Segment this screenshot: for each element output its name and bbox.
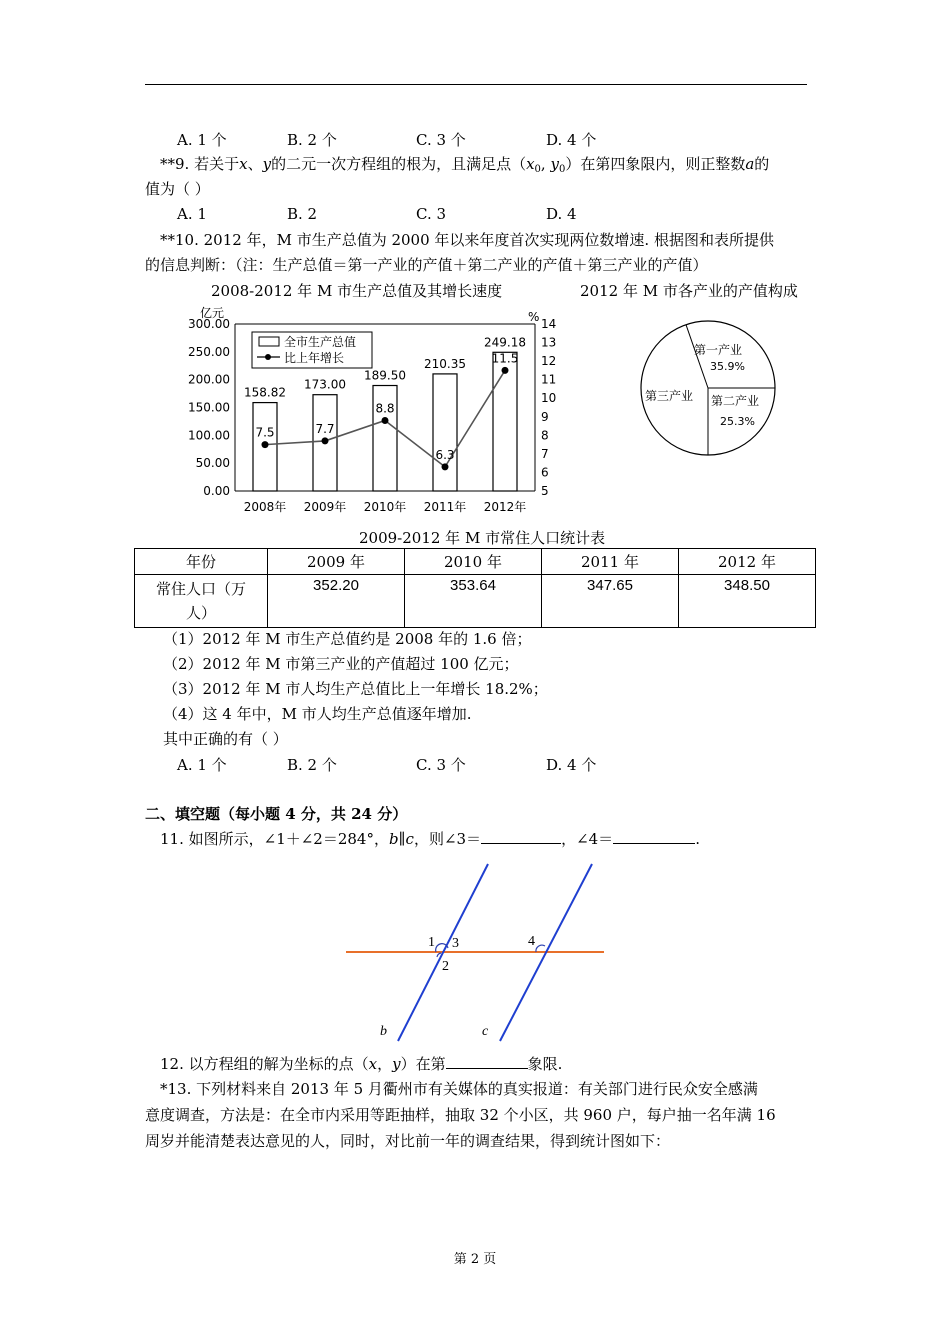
gdp-value-label: 173.00 (304, 377, 346, 392)
q13-line2: 意度调查，方法是：在全市内采用等距抽样，抽取 32 个小区，共 960 户，每户抽一名年满 16 (145, 1106, 776, 1124)
q12-line: 12. 以方程组的解为坐标的点（x，y）在第 象限. (160, 1055, 563, 1073)
header-rule (145, 84, 807, 85)
q11-blank-3[interactable] (481, 843, 561, 844)
y-right-tick-label: 14 (541, 317, 557, 331)
q10-option-d: D. 4 个 (546, 756, 597, 774)
gdp-value-label: 249.18 (484, 335, 526, 350)
q11-line: 11. 如图所示，∠1＋∠2＝284°，b∥c，则∠3＝ ，∠4＝ . (160, 830, 700, 848)
y-left-tick-label: 0.00 (203, 484, 230, 498)
pie-label-primary: 第一产业 (694, 343, 743, 357)
q11-blank-4[interactable] (613, 843, 695, 844)
y-right-tick-label: 10 (541, 391, 557, 406)
q10-question: 其中正确的有（ ） (163, 730, 288, 748)
legend-bar-swatch (259, 337, 279, 346)
y-right-tick-label: 13 (541, 335, 557, 350)
table-caption: 2009-2012 年 M 市常住人口统计表 (359, 529, 606, 547)
pie-pct-primary: 35.9% (710, 360, 745, 373)
pie-label-tertiary: 第三产业 (645, 389, 694, 403)
y-left-unit: 亿元 (200, 306, 225, 320)
pie-chart-caption: 2012 年 M 市各产业的产值构成 (580, 282, 798, 300)
q10-line2: 的信息判断：（注：生产总值＝第一产业的产值＋第二产业的产值＋第三产业的产值） (145, 256, 708, 274)
x-tick-label: 2008年 (243, 500, 287, 514)
gdp-bar (433, 374, 457, 491)
q9-option-d: D. 4 (546, 205, 577, 223)
y-left-tick-label: 200.00 (188, 372, 230, 387)
growth-point (382, 417, 389, 424)
table-row (135, 575, 816, 628)
y-right-tick-label: 12 (541, 354, 557, 369)
x-tick-label: 2011年 (423, 500, 467, 514)
table-header-cell: 年份 (135, 549, 268, 575)
chart-legend (252, 332, 372, 368)
growth-value-label: 6.3 (435, 447, 455, 462)
growth-point (322, 437, 329, 444)
q13-line3: 周岁并能清楚表达意见的人，同时，对比前一年的调查结果，得到统计图如下： (145, 1132, 671, 1150)
legend-gdp: 全市生产总值 (284, 335, 357, 349)
y-right-tick-label: 6 (541, 465, 549, 480)
y-left-tick-label: 250.00 (188, 344, 230, 359)
line-b-label: b (380, 1024, 387, 1039)
q10-option-a: A. 1 个 (177, 756, 227, 774)
q9-option-b: B. 2 (287, 205, 318, 223)
pie-label-secondary: 第二产业 (711, 394, 760, 408)
table-cell: 353.64 (405, 575, 542, 628)
statement-4: （4）这 4 年中，M 市人均生产总值逐年增加. (163, 705, 472, 723)
pie-pct-secondary: 25.3% (720, 415, 755, 428)
statement-2: （2）2012 年 M 市第三产业的产值超过 100 亿元； (163, 655, 519, 673)
table-header-cell: 2011 年 (542, 549, 679, 575)
q10-option-c: C. 3 个 (416, 756, 466, 774)
statement-1: （1）2012 年 M 市生产总值约是 2008 年的 1.6 倍； (163, 630, 532, 648)
y-right-tick-label: 9 (541, 409, 549, 424)
table-header-cell: 2012 年 (679, 549, 816, 575)
table-row-label: 常住人口（万 人） (135, 575, 268, 628)
angle-label-1: 1 (428, 935, 435, 950)
statement-3: （3）2012 年 M 市人均生产总值比上一年增长 18.2%； (163, 680, 548, 698)
q13-line1: *13. 下列材料来自 2013 年 5 月衢州市有关媒体的真实报道：有关部门进行民众安全感满 (160, 1080, 758, 1098)
section-2-title: 二、填空题（每小题 4 分，共 24 分） (145, 805, 408, 823)
q9-option-a: A. 1 (177, 205, 207, 223)
y-right-unit: % (528, 310, 540, 324)
table-cell: 352.20 (268, 575, 405, 628)
x-tick-label: 2012年 (483, 500, 527, 514)
table-header-cell: 2009 年 (268, 549, 405, 575)
legend-growth: 比上年增长 (284, 351, 345, 365)
angle-label-4: 4 (528, 934, 535, 949)
legend-line-marker (265, 354, 271, 360)
angle-label-3: 3 (452, 936, 459, 951)
growth-value-label: 11.5 (491, 351, 519, 366)
y-right-tick-label: 11 (541, 372, 557, 387)
y-right-tick-label: 5 (541, 484, 549, 498)
growth-value-label: 7.5 (255, 425, 275, 440)
q10-option-b: B. 2 个 (287, 756, 337, 774)
growth-point (502, 367, 509, 374)
q8-option-b: B. 2 个 (287, 131, 337, 149)
x-tick-label: 2010年 (363, 500, 407, 514)
table-cell: 348.50 (679, 575, 816, 628)
q9-line2: 值为（ ） (145, 180, 210, 198)
table-cell: 347.65 (542, 575, 679, 628)
y-left-tick-label: 50.00 (195, 456, 230, 471)
population-table (134, 548, 816, 628)
q8-option-c: C. 3 个 (416, 131, 466, 149)
y-right-tick-label: 7 (541, 446, 549, 461)
bar-chart-caption: 2008-2012 年 M 市生产总值及其增长速度 (211, 282, 503, 300)
q10-line1: **10. 2012 年，M 市生产总值为 2000 年以来年度首次实现两位数增速. 根据图和表所提供 (160, 231, 774, 249)
page-number: 第 2 页 (453, 1252, 497, 1267)
growth-value-label: 8.8 (375, 401, 395, 416)
table-header-cell: 2010 年 (405, 549, 542, 575)
gdp-value-label: 210.35 (424, 356, 466, 371)
parallel-lines-figure (340, 858, 610, 1048)
growth-value-label: 7.7 (315, 421, 335, 436)
table-header-row (135, 549, 816, 575)
q12-blank[interactable] (446, 1068, 528, 1069)
growth-point (442, 463, 449, 470)
gdp-value-label: 189.50 (364, 368, 406, 383)
q9-line1: **9. 若关于x、y的二元一次方程组的根为，且满足点（$x_0$, $y_0$）在第四象限内，则正整数a的 (160, 155, 770, 175)
y-left-tick-label: 300.00 (188, 317, 230, 331)
y-left-tick-label: 150.00 (188, 400, 230, 415)
q8-option-a: A. 1 个 (177, 131, 227, 149)
industry-pie-chart (638, 318, 778, 458)
gdp-value-label: 158.82 (244, 385, 286, 400)
line-c-label: c (482, 1024, 489, 1039)
x-tick-label: 2009年 (303, 500, 347, 514)
q9-option-c: C. 3 (416, 205, 447, 223)
gdp-chart (180, 303, 560, 518)
growth-point (262, 441, 269, 448)
q8-option-d: D. 4 个 (546, 131, 597, 149)
angle-label-2: 2 (442, 959, 449, 974)
y-right-tick-label: 8 (541, 428, 549, 443)
y-left-tick-label: 100.00 (188, 428, 230, 443)
angle-arc-4 (536, 945, 545, 952)
